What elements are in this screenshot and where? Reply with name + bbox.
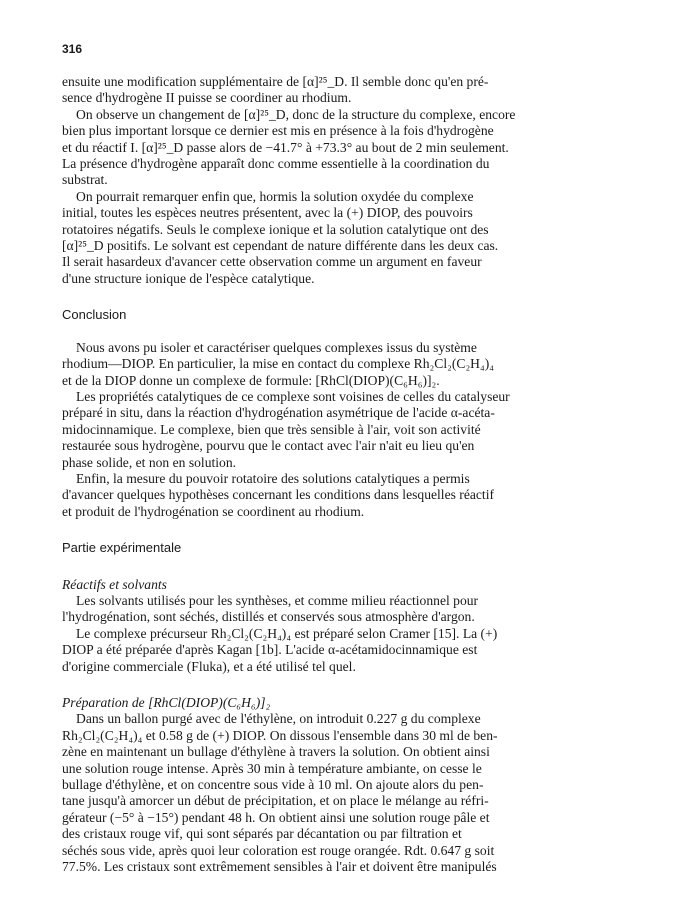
text-line: zène en maintenant un bullage d'éthylène à travers la solution. On obtient ainsi xyxy=(62,744,490,760)
paragraph-preparation xyxy=(62,711,618,875)
section-heading-experimental: Partie expérimentale xyxy=(62,540,182,556)
text-line: Dans un ballon purgé avec de l'éthylène, on introduit 0.227 g du complexe xyxy=(76,711,481,727)
text-line: restaurée sous hydrogène, pourvu que le contact avec l'air n'ait eu lieu qu'en xyxy=(62,438,475,454)
paragraph-conclusion-intro xyxy=(62,340,618,389)
text-line: gérateur (−5° à −15°) pendant 48 h. On obtient ainsi une solution rouge pâle et xyxy=(62,809,490,825)
text-line: On observe un changement de [α]²⁵_D, donc de la structure du complexe, encore xyxy=(76,106,516,122)
text-line: substrat. xyxy=(62,172,108,188)
paragraph-precursor xyxy=(62,626,618,675)
text-line: d'une structure ionique de l'espèce catalytique. xyxy=(62,270,315,286)
text-line: phase solide, et non en solution. xyxy=(62,454,237,470)
text-line: des cristaux rouge vif, qui sont séparés par décantation ou par filtration et xyxy=(62,826,462,842)
text-line: On pourrait remarquer enfin que, hormis la solution oxydée du complexe xyxy=(76,188,474,204)
paragraph-continuation xyxy=(62,74,618,107)
text-line: 77.5%. Les cristaux sont extrêmement sensibles à l'air et doivent être manipulés xyxy=(62,859,497,875)
text-line: tane jusqu'à amorcer un début de précipitation, et on place le mélange au réfri- xyxy=(62,793,489,809)
text-line: ensuite une modification supplémentaire de [α]²⁵_D. Il semble donc qu'en pré- xyxy=(62,74,489,89)
text-line: et produit de l'hydrogénation se coordinent au rhodium. xyxy=(62,503,365,519)
text-line: rhodium—DIOP. En particulier, la mise en contact du complexe Rh₂Cl₂(C₂H₄)₄ xyxy=(62,356,495,372)
subsection-heading-reagents: Réactifs et solvants xyxy=(62,576,167,592)
paragraph-conclusion-catalytic xyxy=(62,389,618,471)
text-line: [α]²⁵_D positifs. Le solvant est cependant de nature différente dans les deux cas. xyxy=(62,238,499,254)
text-line: et de la DIOP donne un complexe de formule: [RhCl(DIOP)(C₆H₆)]₂. xyxy=(62,372,440,388)
paragraph-conclusion-rotation xyxy=(62,471,618,520)
text-line: une solution rouge intense. Après 30 min à température ambiante, on cesse le xyxy=(62,760,482,776)
text-line: Les propriétés catalytiques de ce complexe sont voisines de celles du catalyseur xyxy=(76,388,510,404)
text-line: Il serait hasardeux d'avancer cette observation comme un argument en faveur xyxy=(62,254,482,270)
text-line: Nous avons pu isoler et caractériser quelques complexes issus du système xyxy=(76,339,477,355)
text-line: Les solvants utilisés pour les synthèses, et comme milieu réactionnel pour xyxy=(76,592,479,608)
page-body xyxy=(62,74,618,875)
text-line: bullage d'éthylène, et on concentre sous vide à 10 ml. On ajoute alors du pen- xyxy=(62,777,484,793)
text-line: La présence d'hydrogène apparaît donc comme essentielle à la coordination du xyxy=(62,156,490,172)
text-line: bien plus important lorsque ce dernier est mis en présence à la fois d'hydrogène xyxy=(62,123,494,139)
text-line: sence d'hydrogène II puisse se coordiner au rhodium. xyxy=(62,90,352,106)
text-line: initial, toutes les espèces neutres présentent, avec la (+) DIOP, des pouvoirs xyxy=(62,205,473,221)
text-line: midocinnamique. Le complexe, bien que très sensible à l'air, voit son activité xyxy=(62,421,481,437)
text-line: Enfin, la mesure du pouvoir rotatoire des solutions catalytiques a permis xyxy=(76,470,470,486)
page-number: 316 xyxy=(62,42,83,56)
text-line: Le complexe précurseur Rh₂Cl₂(C₂H₄)₄ est préparé selon Cramer [15]. La (+) xyxy=(76,625,498,641)
text-line: l'hydrogénation, sont séchés, distillés et conservés sous atmosphère d'argon. xyxy=(62,609,475,625)
section-heading-conclusion: Conclusion xyxy=(62,307,127,323)
text-line: DIOP a été préparée d'après Kagan [1b]. L'acide α-acétamidocinnamique est xyxy=(62,642,478,658)
text-line: rotatoires négatifs. Seuls le complexe ionique et la solution catalytique ont des xyxy=(62,221,489,237)
paragraph-rotation-change xyxy=(62,107,618,189)
text-line: d'origine commerciale (Fluka), et a été utilisé tel quel. xyxy=(62,658,356,674)
subsection-heading-preparation: Préparation de [RhCl(DIOP)(C₆H₆)]₂ xyxy=(62,695,271,710)
paragraph-negative-rotation xyxy=(62,189,618,287)
text-line: préparé in situ, dans la réaction d'hydrogénation asymétrique de l'acide α-acéta- xyxy=(62,405,495,421)
text-line: d'avancer quelques hypothèses concernant les conditions dans lesquelles réactif xyxy=(62,487,495,503)
text-line: séchés sous vide, après quoi leur coloration est rouge orangée. Rdt. 0.647 g soit xyxy=(62,842,495,858)
text-line: et du réactif I. [α]²⁵_D passe alors de −41.7° à +73.3° au bout de 2 min seulement. xyxy=(62,139,509,155)
paragraph-solvents xyxy=(62,593,618,626)
text-line: Rh₂Cl₂(C₂H₄)₄ et 0.58 g de (+) DIOP. On dissous l'ensemble dans 30 ml de ben- xyxy=(62,727,498,743)
